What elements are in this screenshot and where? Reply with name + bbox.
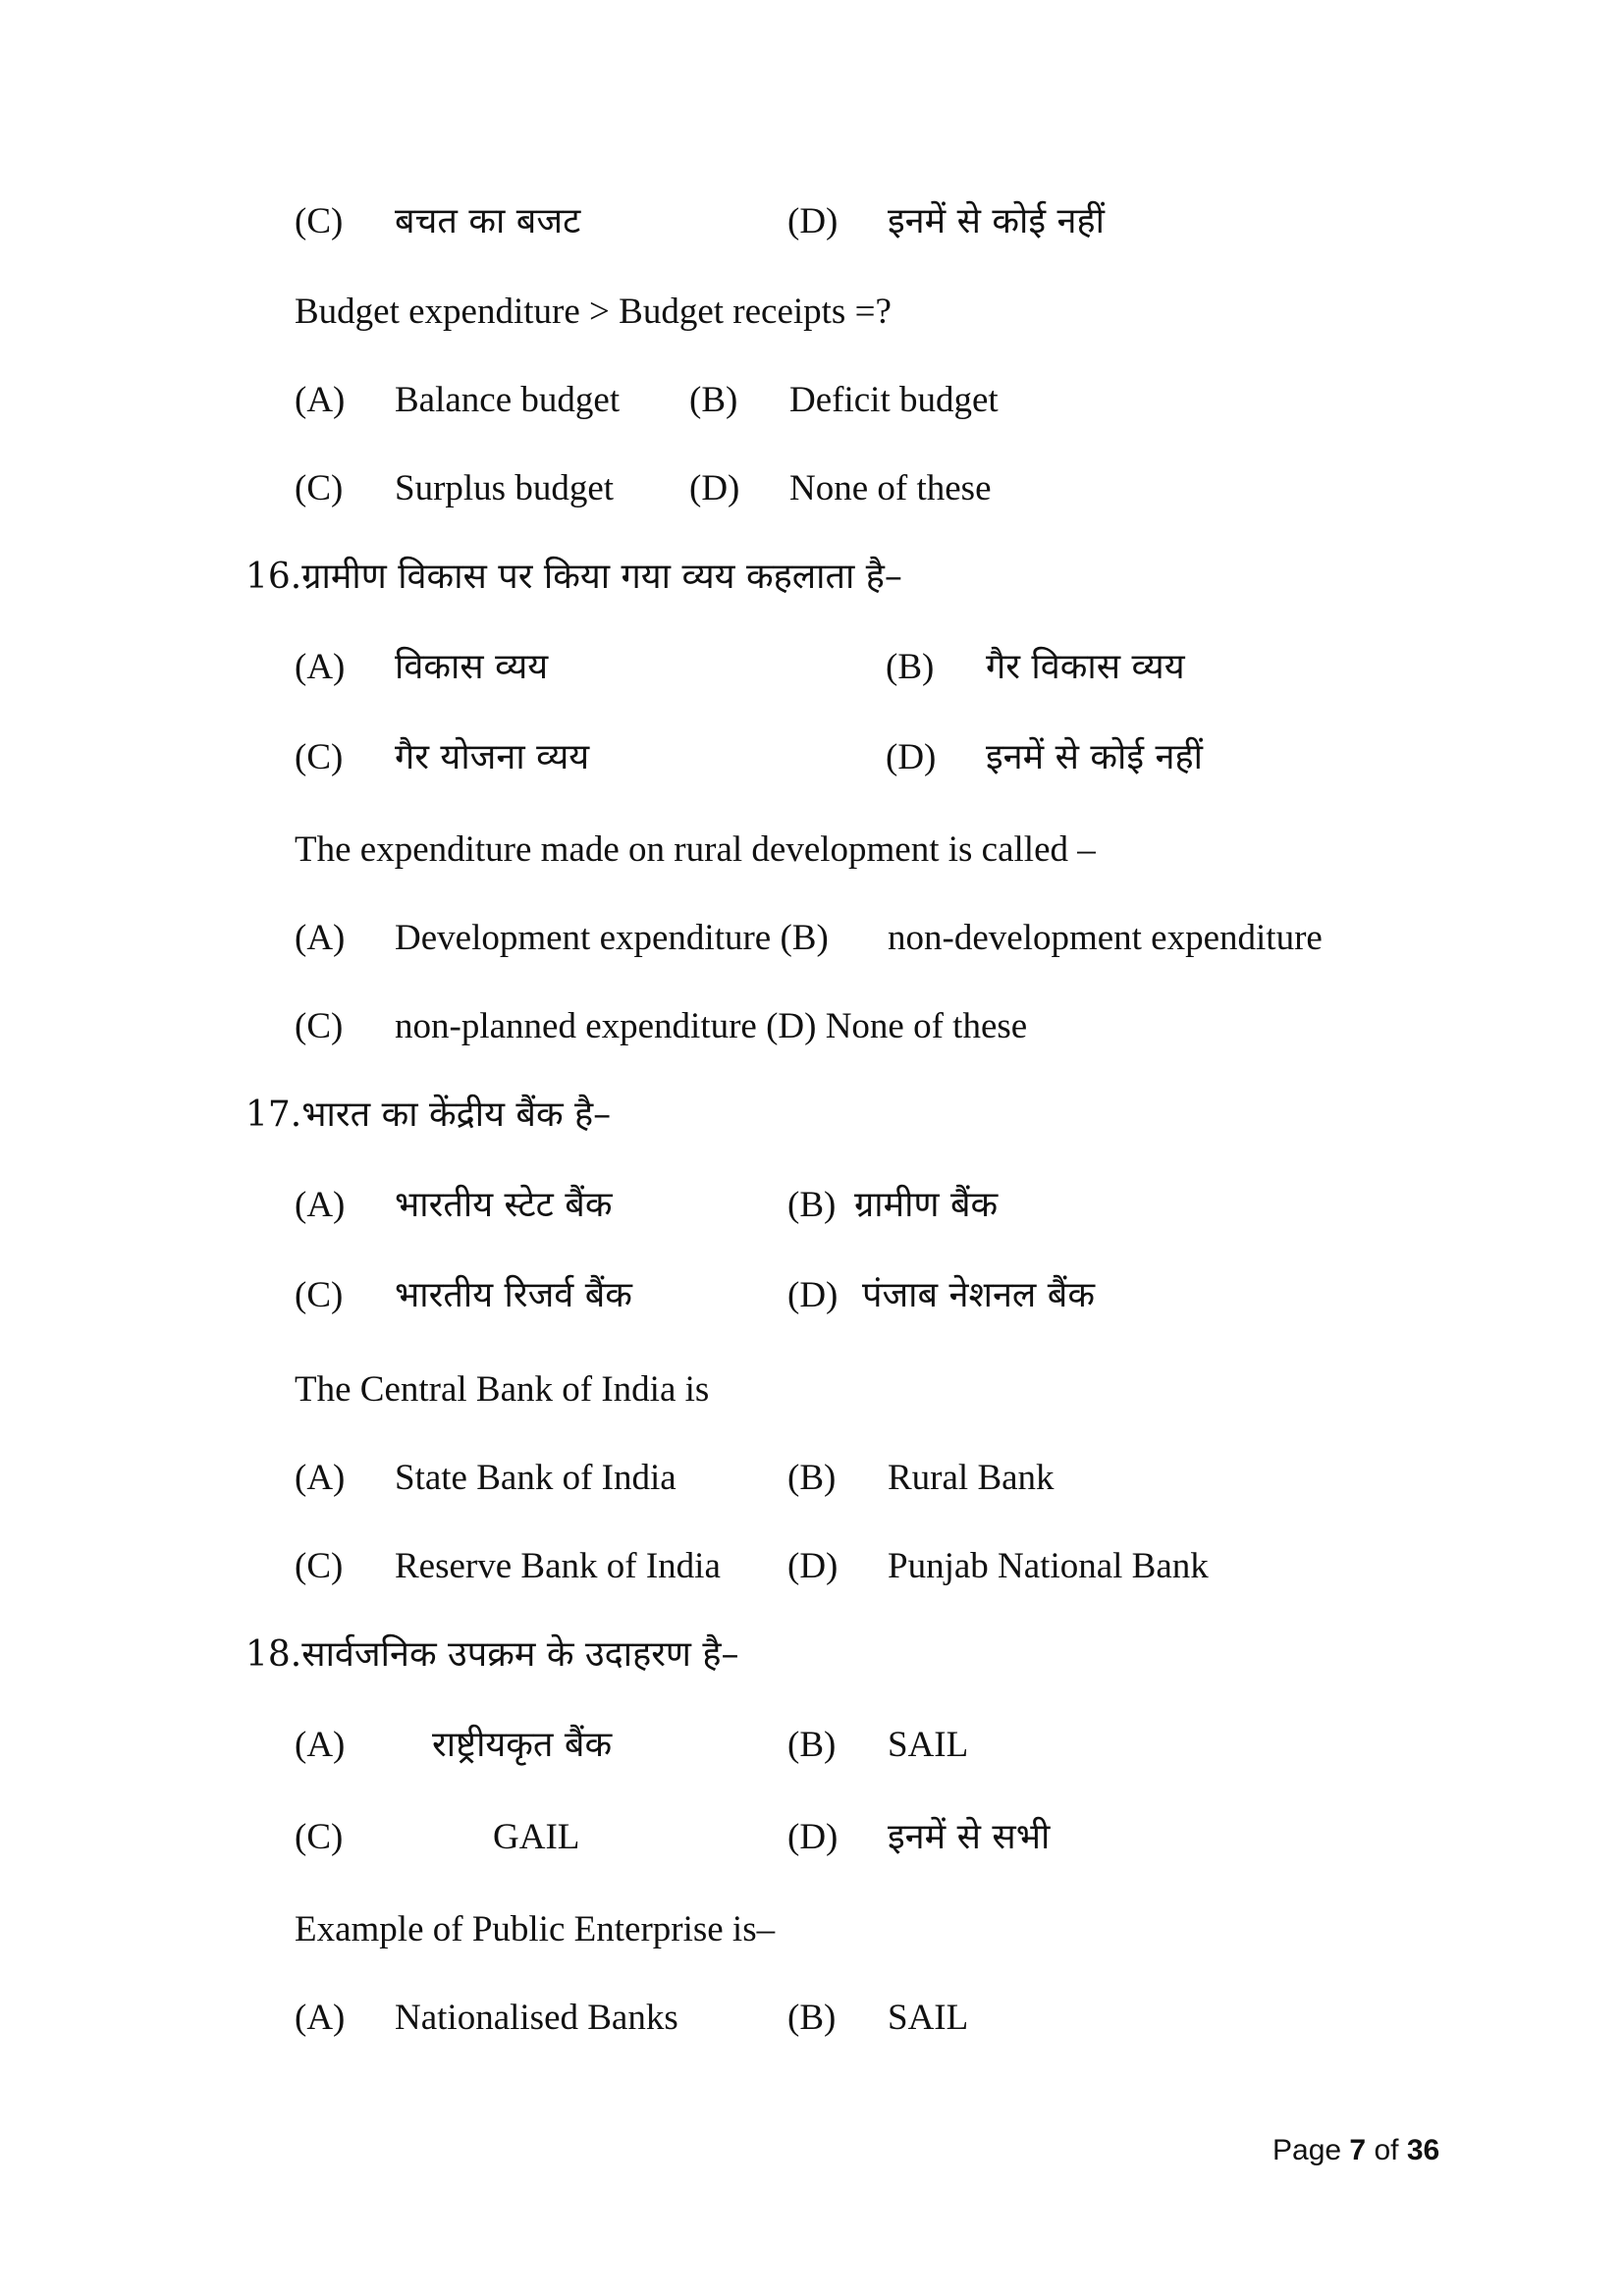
option-label: (D)	[787, 201, 839, 241]
question-english: The Central Bank of India is	[295, 1369, 710, 1410]
option-text: गैर विकास व्यय	[986, 647, 1185, 687]
option-label: (B)	[689, 380, 738, 420]
option-label: (D)	[787, 1546, 839, 1586]
option-text: इनमें से कोई नहीं	[888, 201, 1105, 241]
option-label: (B)	[787, 1725, 837, 1765]
option-text: Reserve Bank of India	[395, 1546, 721, 1586]
option-label: (A)	[295, 1185, 346, 1225]
option-row	[0, 1176, 1624, 1235]
option-label: (A)	[295, 918, 346, 958]
option-text: ग्रामीण बैंक	[854, 1185, 999, 1225]
option-label: (C)	[295, 201, 344, 241]
question-english: The expenditure made on rural development is called –	[295, 829, 1096, 870]
option-label: (D)	[787, 1817, 839, 1857]
question-hindi: 18.सार्वजनिक उपक्रम के उदाहरण है–	[245, 1634, 739, 1675]
question-english: Budget expenditure > Budget receipts =?	[295, 292, 892, 332]
page-of: of	[1374, 2134, 1399, 2166]
option-row	[0, 997, 1624, 1056]
question-text	[0, 821, 1624, 880]
question-hindi: 17.भारत का केंद्रीय बैंक है–	[245, 1095, 612, 1135]
option-text: भारतीय रिजर्व बैंक	[395, 1275, 632, 1315]
option-label: (D)	[689, 468, 740, 508]
option-text: SAIL	[888, 1998, 969, 2038]
option-text: SAIL	[888, 1725, 969, 1765]
question-text	[0, 1361, 1624, 1419]
option-label: (C)	[295, 737, 344, 777]
option-row	[0, 728, 1624, 787]
option-row	[0, 909, 1624, 968]
option-label: (B)	[787, 1998, 837, 2038]
option-text: non-development expenditure	[888, 918, 1323, 958]
option-row	[0, 1989, 1624, 2048]
page-footer	[1272, 2134, 1439, 2167]
option-label: (D)	[886, 737, 937, 777]
page-total: 36	[1406, 2134, 1440, 2166]
option-text: पंजाब नेशनल बैंक	[862, 1275, 1095, 1315]
option-row	[0, 1537, 1624, 1596]
question-text	[0, 548, 1624, 607]
option-text: non-planned expenditure (D) None of these	[395, 1006, 1028, 1046]
option-text: बचत का बजट	[395, 201, 581, 241]
option-row	[0, 1716, 1624, 1775]
option-label: (C)	[295, 1817, 344, 1857]
option-text: Surplus budget	[395, 468, 615, 508]
option-text: State Bank of India	[395, 1458, 677, 1498]
option-text: Balance budget	[395, 380, 621, 420]
option-label: (B)	[787, 1458, 837, 1498]
option-row	[0, 1449, 1624, 1508]
question-text	[0, 283, 1624, 342]
option-text: Nationalised Banks	[395, 1998, 678, 2038]
option-row	[0, 638, 1624, 697]
option-row	[0, 192, 1624, 251]
option-label: (A)	[295, 1725, 346, 1765]
question-text	[0, 1626, 1624, 1684]
option-text: राष्ट्रीयकृत बैंक	[432, 1725, 613, 1765]
option-text: Rural Bank	[888, 1458, 1055, 1498]
page-prefix: Page	[1272, 2134, 1342, 2166]
option-label: (B)	[787, 1185, 837, 1225]
option-label: (C)	[295, 468, 344, 508]
option-row	[0, 1808, 1624, 1867]
question-english: Example of Public Enterprise is–	[295, 1909, 776, 1949]
option-label: (C)	[295, 1546, 344, 1586]
option-label: (A)	[295, 1458, 346, 1498]
option-label: (A)	[295, 647, 346, 687]
option-label: (C)	[295, 1275, 344, 1315]
option-text: गैर योजना व्यय	[395, 737, 590, 777]
question-hindi: 16.ग्रामीण विकास पर किया गया व्यय कहलाता है–	[245, 557, 902, 597]
option-text: भारतीय स्टेट बैंक	[395, 1185, 613, 1225]
option-text: इनमें से सभी	[888, 1817, 1051, 1857]
option-label: (B)	[886, 647, 935, 687]
option-text: GAIL	[493, 1817, 580, 1857]
page-current: 7	[1349, 2134, 1367, 2166]
option-text: विकास व्यय	[395, 647, 549, 687]
question-text	[0, 1900, 1624, 1959]
option-row	[0, 459, 1624, 518]
option-row	[0, 371, 1624, 430]
option-text: इनमें से कोई नहीं	[986, 737, 1203, 777]
option-label: (C)	[295, 1006, 344, 1046]
option-row	[0, 1266, 1624, 1325]
option-text: None of these	[789, 468, 992, 508]
option-label: (A)	[295, 380, 346, 420]
option-text: Development expenditure (B)	[395, 918, 829, 958]
option-label: (A)	[295, 1998, 346, 2038]
option-text: Deficit budget	[789, 380, 999, 420]
option-text: Punjab National Bank	[888, 1546, 1209, 1586]
option-label: (D)	[787, 1275, 839, 1315]
question-text	[0, 1086, 1624, 1145]
